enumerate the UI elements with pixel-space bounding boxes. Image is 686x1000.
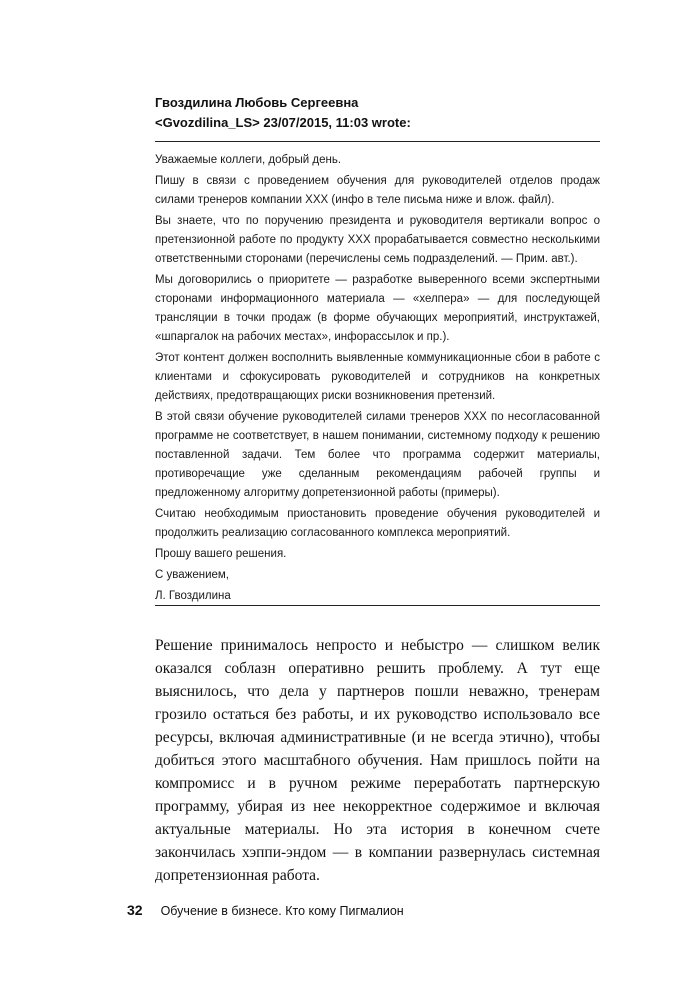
email-paragraph: Этот контент должен восполнить выявленные коммуникационные сбои в работе с клиентами и сфокусировать руководителей и сотрудников на конкретных действиях, предотвращающих риски возникновения претензий. bbox=[155, 352, 600, 402]
page-number: 32 bbox=[127, 902, 143, 918]
email-header bbox=[155, 93, 600, 133]
email-closing-request: Прошу вашего решения. bbox=[155, 548, 287, 560]
email-body bbox=[155, 151, 600, 608]
email-signature: Л. Гвоздилина bbox=[155, 590, 231, 602]
email-paragraph: Уважаемые коллеги, добрый день. bbox=[155, 154, 342, 166]
email-sender-line: <Gvozdilina_LS> 23/07/2015, 11:03 wrote: bbox=[155, 115, 411, 130]
top-divider bbox=[155, 141, 600, 142]
main-paragraph: Решение принималось непросто и небыстро — слишком велик оказался соблазн оперативно решить проблему. А тут еще выяснилось, что дела у партнеров пошли неважно, тренерам грозило остаться без работы, и их руководство использовало все ресурсы, включая административные (и не всегда этично), чтобы добиться этого масштабного обучения. Нам пришлось пойти на компромисс и в ручном режиме переработать партнерскую программу, убирая из нее некорректное содержимое и включая актуальные материалы. Но эта история в конечном счете закончилась хэппи-эндом — в компании развернулась системная допретензионная работа. bbox=[155, 637, 600, 884]
email-paragraph: Считаю необходимым приостановить проведение обучения руководителей и продолжить реализацию согласованного комплекса мероприятий. bbox=[155, 508, 600, 539]
email-paragraph: Мы договорились о приоритете — разработке выверенного всеми экспертными сторонами информационного материала — «хелпера» — для последующей трансляции в точки продаж (в форме обучающих мероприятий, инструктажей, «шпаргалок на рабочих местах», инфорассылок и пр.). bbox=[155, 274, 600, 343]
email-paragraph: Пишу в связи с проведением обучения для руководителей отделов продаж силами тренеров компании XXX (инфо в теле письма ниже и влож. файл). bbox=[155, 175, 600, 206]
email-sender-name: Гвоздилина Любовь Сергеевна bbox=[155, 95, 359, 110]
email-closing-regards: С уважением, bbox=[155, 569, 229, 581]
page-footer bbox=[127, 902, 404, 918]
email-paragraph: В этой связи обучение руководителей силами тренеров XXX по несогласованной программе не соответствует, в нашем понимании, системному подходу к решению поставленной задачи. Тем более что программа содержит материалы, противоречащие уже сделанным рекомендациям рабочей группы и предложенному алгоритму допретензионной работы (примеры). bbox=[155, 411, 600, 499]
email-paragraph: Вы знаете, что по поручению президента и руководителя вертикали вопрос о претензионной работе по продукту XXX прорабатывается совместно несколькими ответственными сторонами (перечислены семь подразделений. — Прим. авт.). bbox=[155, 215, 600, 265]
bottom-divider bbox=[155, 605, 600, 606]
running-title: Обучение в бизнесе. Кто кому Пигмалион bbox=[160, 904, 404, 918]
